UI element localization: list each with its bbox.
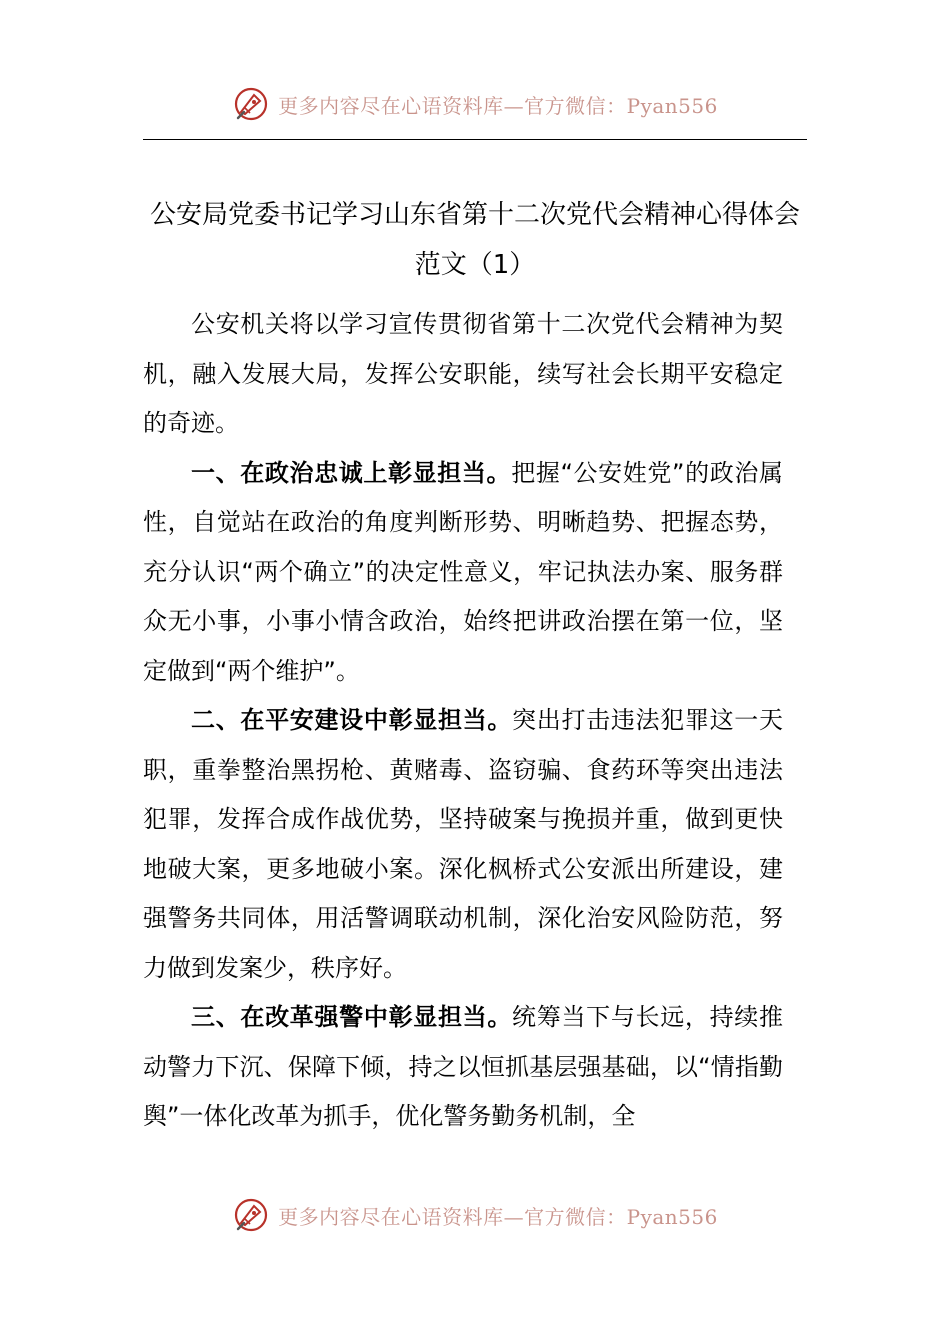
paragraph-intro	[143, 300, 783, 449]
pen-nib-logo-icon	[232, 1196, 270, 1234]
document-body	[143, 300, 783, 1142]
section-2-heading: 二、在平安建设中彰显担当。	[191, 706, 513, 734]
paragraph-section-2	[143, 696, 783, 993]
header-watermark-text: 更多内容尽在心语资料库—官方微信：Pyan556	[278, 93, 718, 118]
section-1-heading: 一、在政治忠诚上彰显担当。	[191, 458, 512, 487]
header-watermark	[0, 82, 950, 126]
paragraph-section-1	[143, 449, 783, 697]
footer-watermark-text: 更多内容尽在心语资料库—官方微信：Pyan556	[278, 1204, 718, 1229]
title-line-2: 范文（1）	[414, 250, 536, 280]
section-2-text: 突出打击违法犯罪这一天职，重拳整治黑拐枪、黄赌毒、盗窃骗、食药环等突出违法犯罪，发挥合成作战优势，坚持破案与挽损并重，做到更快地破大案，更多地破小案。深化枫桥式公安派出所建设，建强警务共同体，用活警调联动机制，深化治安风险防范，努力做到发案少，秩序好。	[143, 706, 784, 982]
section-3-text: 统筹当下与长远，持续推动警力下沉、保障下倾，持之以恒抓基层强基础，以“情指勤舆”一体化改革为抓手，优化警务勤务机制，全	[143, 1003, 784, 1130]
pen-nib-logo-icon	[232, 85, 270, 123]
paragraph-section-3	[143, 993, 783, 1142]
title-line-1: 公安局党委书记学习山东省第十二次党代会精神心得体会	[149, 200, 800, 230]
footer-watermark	[0, 1193, 950, 1237]
paragraph-intro-text: 公安机关将以学习宣传贯彻省第十二次党代会精神为契机，融入发展大局，发挥公安职能，续写社会长期平安稳定的奇迹。	[143, 310, 783, 437]
header-divider	[143, 139, 807, 140]
document-title	[143, 190, 807, 290]
section-1-text: 把握“公安姓党”的政治属性，自觉站在政治的角度判断形势、明晰趋势、把握态势，充分认识“两个确立”的决定性意义，牢记执法办案、服务群众无小事，小事小情含政治，始终把讲政治摆在第一位，坚定做到“两个维护”。	[143, 458, 784, 685]
section-3-heading: 三、在改革强警中彰显担当。	[191, 1003, 513, 1031]
